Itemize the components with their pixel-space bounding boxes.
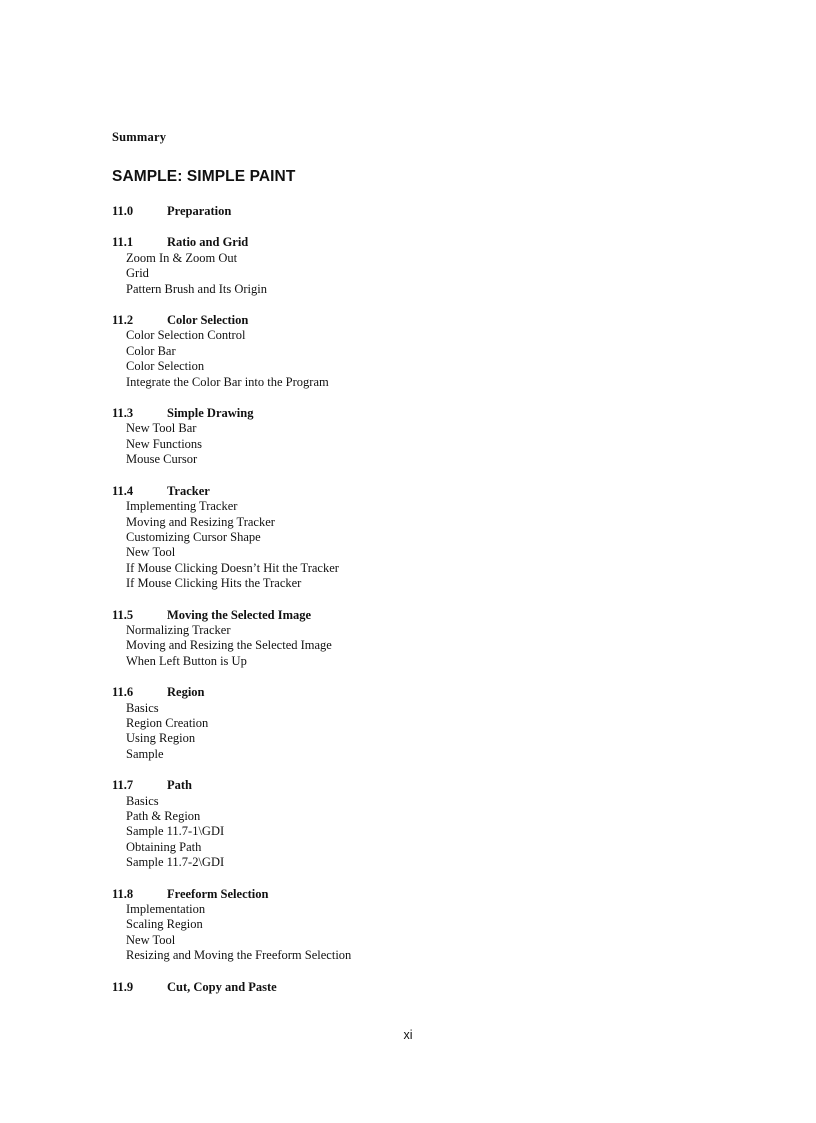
toc-subitem: Sample [126,746,164,761]
toc-subitem: Implementing Tracker [126,499,238,514]
section-number: 11.6 [112,685,134,700]
section-number: 11.7 [112,778,134,793]
section-title: Ratio and Grid [167,235,249,250]
toc-section [112,484,712,592]
section-title: Tracker [167,483,210,498]
toc-subitem: Zoom In & Zoom Out [126,250,238,265]
section-title: Moving the Selected Image [167,607,312,622]
toc-section [112,406,712,468]
section-title: Preparation [167,204,232,218]
toc-section-heading [112,608,712,623]
toc-subitem: Obtaining Path [126,839,202,854]
toc-subitem: Color Selection [126,359,205,374]
section-number: 11.0 [112,204,134,218]
section-number: 11.5 [112,607,134,622]
toc-subitem: Resizing and Moving the Freeform Selection [126,948,352,963]
toc-section [112,204,712,219]
toc-subitem: Sample 11.7-1\GDI [126,824,225,839]
toc-section [112,685,712,762]
toc-subitem: Pattern Brush and Its Origin [126,281,267,296]
toc-subitem: Basics [126,793,159,808]
page-number: xi [403,1028,413,1042]
summary-label: Summary [112,130,167,144]
toc-section-heading [112,204,712,219]
section-title: Path [167,778,192,793]
section-number: 11.3 [112,406,134,421]
section-number: 11.1 [112,235,134,250]
section-title: Color Selection [167,313,249,328]
toc-subitem: Path & Region [126,809,201,823]
toc-subitem: New Tool [126,545,176,560]
toc-section-heading [112,980,712,995]
toc-section [112,887,712,964]
toc-subitem: If Mouse Clicking Hits the Tracker [126,576,302,591]
toc-subitem: Mouse Cursor [126,452,198,467]
toc-section-heading [112,406,712,421]
toc-section-heading [112,313,712,328]
toc-section-heading [112,778,712,793]
toc-section-heading [112,484,712,499]
toc-subitem: When Left Button is Up [126,653,247,668]
toc-subitem: Color Bar [126,343,176,358]
toc-subitem: Customizing Cursor Shape [126,529,261,544]
toc-subitem: If Mouse Clicking Doesn’t Hit the Tracker [126,560,339,575]
toc-subitem: Normalizing Tracker [126,622,231,637]
toc-section [112,778,712,870]
toc-section [112,980,712,995]
toc-section-heading [112,685,712,700]
table-of-contents [112,204,712,1011]
toc-subitem: New Tool [126,932,176,947]
toc-subitem: Integrate the Color Bar into the Program [126,374,329,389]
toc-subitem: Sample 11.7-2\GDI [126,855,225,870]
section-number: 11.9 [112,979,134,994]
toc-subitem: Implementation [126,902,206,917]
toc-subitem: New Functions [126,436,203,451]
section-title: Cut, Copy and Paste [167,979,277,994]
toc-subitem: Moving and Resizing Tracker [126,514,275,529]
toc-section [112,313,712,390]
toc-subitem: Using Region [126,731,196,746]
section-number: 11.2 [112,313,134,328]
toc-subitem: New Tool Bar [126,421,197,436]
toc-section-heading [112,887,712,902]
section-number: 11.8 [112,886,134,901]
toc-section [112,608,712,670]
toc-subitem: Scaling Region [126,917,203,932]
toc-section [112,235,712,297]
toc-subitem: Color Selection Control [126,328,246,343]
section-title: Region [167,685,205,700]
section-number: 11.4 [112,483,134,498]
toc-section-heading [112,235,712,250]
chapter-title: SAMPLE: SIMPLE PAINT [112,168,296,185]
toc-subitem: Moving and Resizing the Selected Image [126,638,332,653]
section-title: Freeform Selection [167,886,269,901]
section-title: Simple Drawing [167,406,254,421]
toc-subitem: Grid [126,266,149,281]
toc-subitem: Basics [126,700,159,715]
toc-subitem: Region Creation [126,715,209,730]
